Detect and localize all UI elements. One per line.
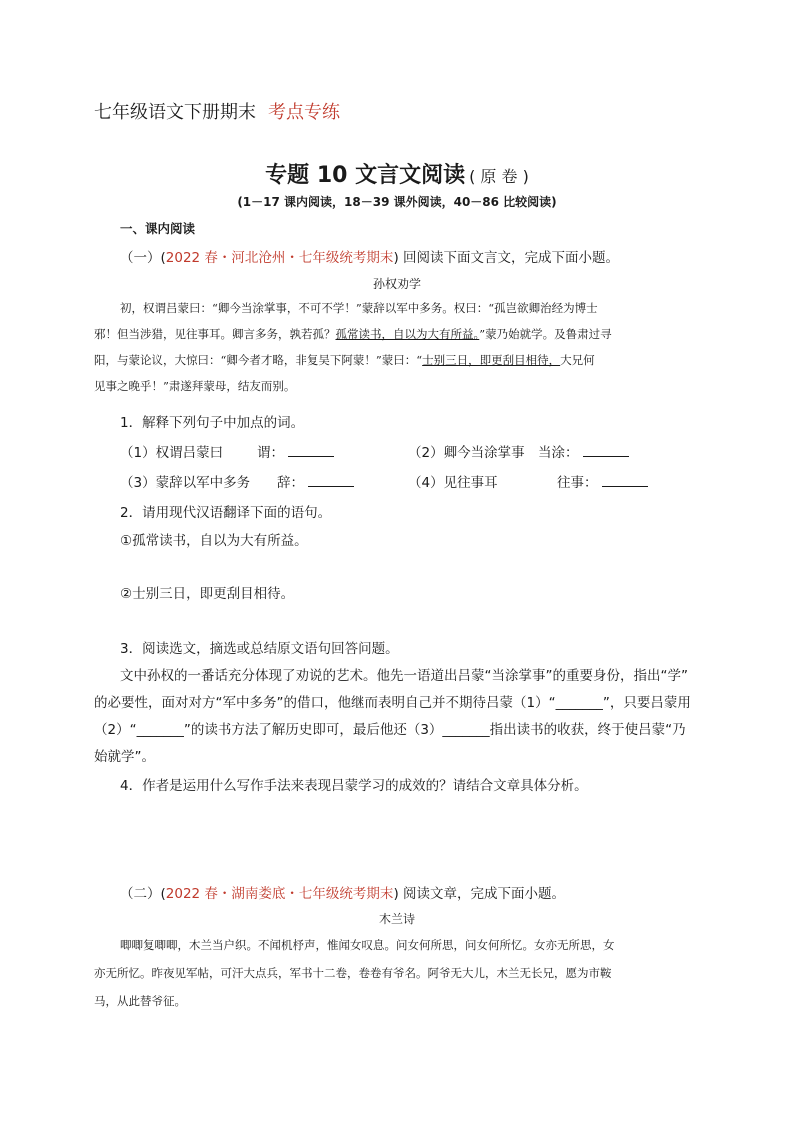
- passage1-line: 初，权谓吕蒙曰：“卿今当涂掌事，不可不学！”蒙辞以军中多务。权曰：“孤岂欲卿治经为博士: [120, 301, 598, 315]
- answer-blank[interactable]: [288, 446, 334, 457]
- question-4-stem: 4．作者是运用什么写作手法来表现吕蒙学习的成效的？请结合文章具体分析。: [120, 778, 588, 794]
- passage2-title: 木兰诗: [378, 912, 415, 926]
- passage1-title: 孙权劝学: [372, 277, 421, 291]
- underlined-sentence: 士别三日，即更刮目相待，: [422, 353, 561, 367]
- question-1-stem: 1．解释下列句子中加点的词。: [120, 415, 305, 431]
- part1-prefix: （一）(: [120, 250, 166, 266]
- passage2-line: 马，从此替爷征。: [94, 994, 186, 1008]
- passage2-line: 唧唧复唧唧，木兰当户织。不闻机杼声，惟闻女叹息。问女何所思，问女何所忆。女亦无所思，女: [120, 938, 615, 952]
- section-heading: 一、课内阅读: [120, 221, 196, 236]
- question-2-stem: 2．请用现代汉语翻译下面的语句。: [120, 505, 332, 521]
- q3-paragraph-line: 的必要性，面对对方“军中多务”的借口，他继而表明自己并不期待吕蒙（1）“_______”，只要吕蒙用: [94, 695, 691, 711]
- passage1-text: 阳，与蒙论议，大惊曰：“卿今者才略，非复吴下阿蒙！”蒙曰：“: [94, 353, 423, 367]
- part2-suffix: ) 阅读文章，完成下面小题。: [393, 886, 565, 902]
- passage1-text: ”蒙乃始就学。及鲁肃过寻: [479, 327, 612, 341]
- header-highlight: 考点专练: [268, 102, 340, 123]
- q3-paragraph-line: （2）“_______”的读书方法了解历史即可，最后他还（3）_______指出读书的收获，终于使吕蒙“乃: [94, 722, 686, 738]
- part2-prefix: （二）(: [120, 886, 166, 902]
- question-3-stem: 3．阅读选文，摘选或总结原文语句回答问题。: [120, 641, 399, 657]
- q3-paragraph-line: 始就学”。: [94, 749, 155, 765]
- passage1-line: [94, 352, 595, 368]
- page-title: [0, 158, 794, 189]
- q1-item-4: （4）见往事耳: [408, 475, 498, 491]
- page-header: [94, 98, 340, 124]
- answer-blank[interactable]: [602, 476, 648, 487]
- part2-source: 2022 春・湖南娄底・七年级统考期末: [165, 886, 394, 902]
- passage1-line: [94, 326, 612, 342]
- answer-blank[interactable]: [308, 476, 354, 487]
- passage2-line: 亦无所忆。昨夜见军帖，可汗大点兵，军书十二卷，卷卷有爷名。阿爷无大儿，木兰无长兄，愿为市鞍: [94, 966, 612, 980]
- q1-item-1: （1）权谓吕蒙曰: [120, 445, 224, 461]
- q2-sentence-1: ①孤常读书，自以为大有所益。: [120, 533, 308, 549]
- passage1-line: 见事之晚乎！”肃遂拜蒙母，结友而别。: [94, 379, 296, 393]
- q1-item-3: （3）蒙辞以军中多务: [120, 475, 251, 491]
- q1-item-2: （2）卿今当涂掌事: [408, 445, 525, 461]
- q3-paragraph-line: 文中孙权的一番话充分体现了劝说的艺术。他先一语道出吕蒙“当涂掌事”的重要身份，指出“学”: [120, 668, 688, 684]
- title-sub: ( 原 卷 ): [469, 167, 529, 186]
- part1-source: 2022 春・河北沧州・七年级统考期末: [165, 250, 394, 266]
- answer-blank[interactable]: [583, 446, 629, 457]
- passage1-text: 邪！但当涉猎，见往事耳。卿言多务，孰若孤？: [94, 327, 336, 341]
- q1-word: 辞：: [277, 475, 304, 491]
- q1-item-3-answer: [277, 471, 354, 491]
- part1-suffix: ) 回阅读下面文言文，完成下面小题。: [393, 250, 619, 266]
- header-label: 七年级语文下册期末: [94, 102, 256, 123]
- q1-word: 谓：: [257, 445, 284, 461]
- passage1-text: 大兄何: [560, 353, 595, 367]
- q1-item-2-answer: [538, 441, 629, 461]
- q1-item-4-answer: [557, 471, 648, 491]
- q2-sentence-2: ②士别三日，即更刮目相待。: [120, 586, 295, 602]
- q1-word: 往事：: [557, 475, 598, 491]
- page-subtitle: (1－17 课内阅读，18－39 课外阅读，40－86 比较阅读): [237, 195, 557, 209]
- q1-word: 当涂：: [538, 445, 579, 461]
- part1-heading: [120, 246, 619, 266]
- underlined-sentence: 孤常读书，自以为大有所益。: [335, 327, 480, 341]
- title-main: 专题 10 文言文阅读: [265, 163, 466, 188]
- q1-item-1-answer: [257, 441, 334, 461]
- part2-heading: [120, 882, 565, 902]
